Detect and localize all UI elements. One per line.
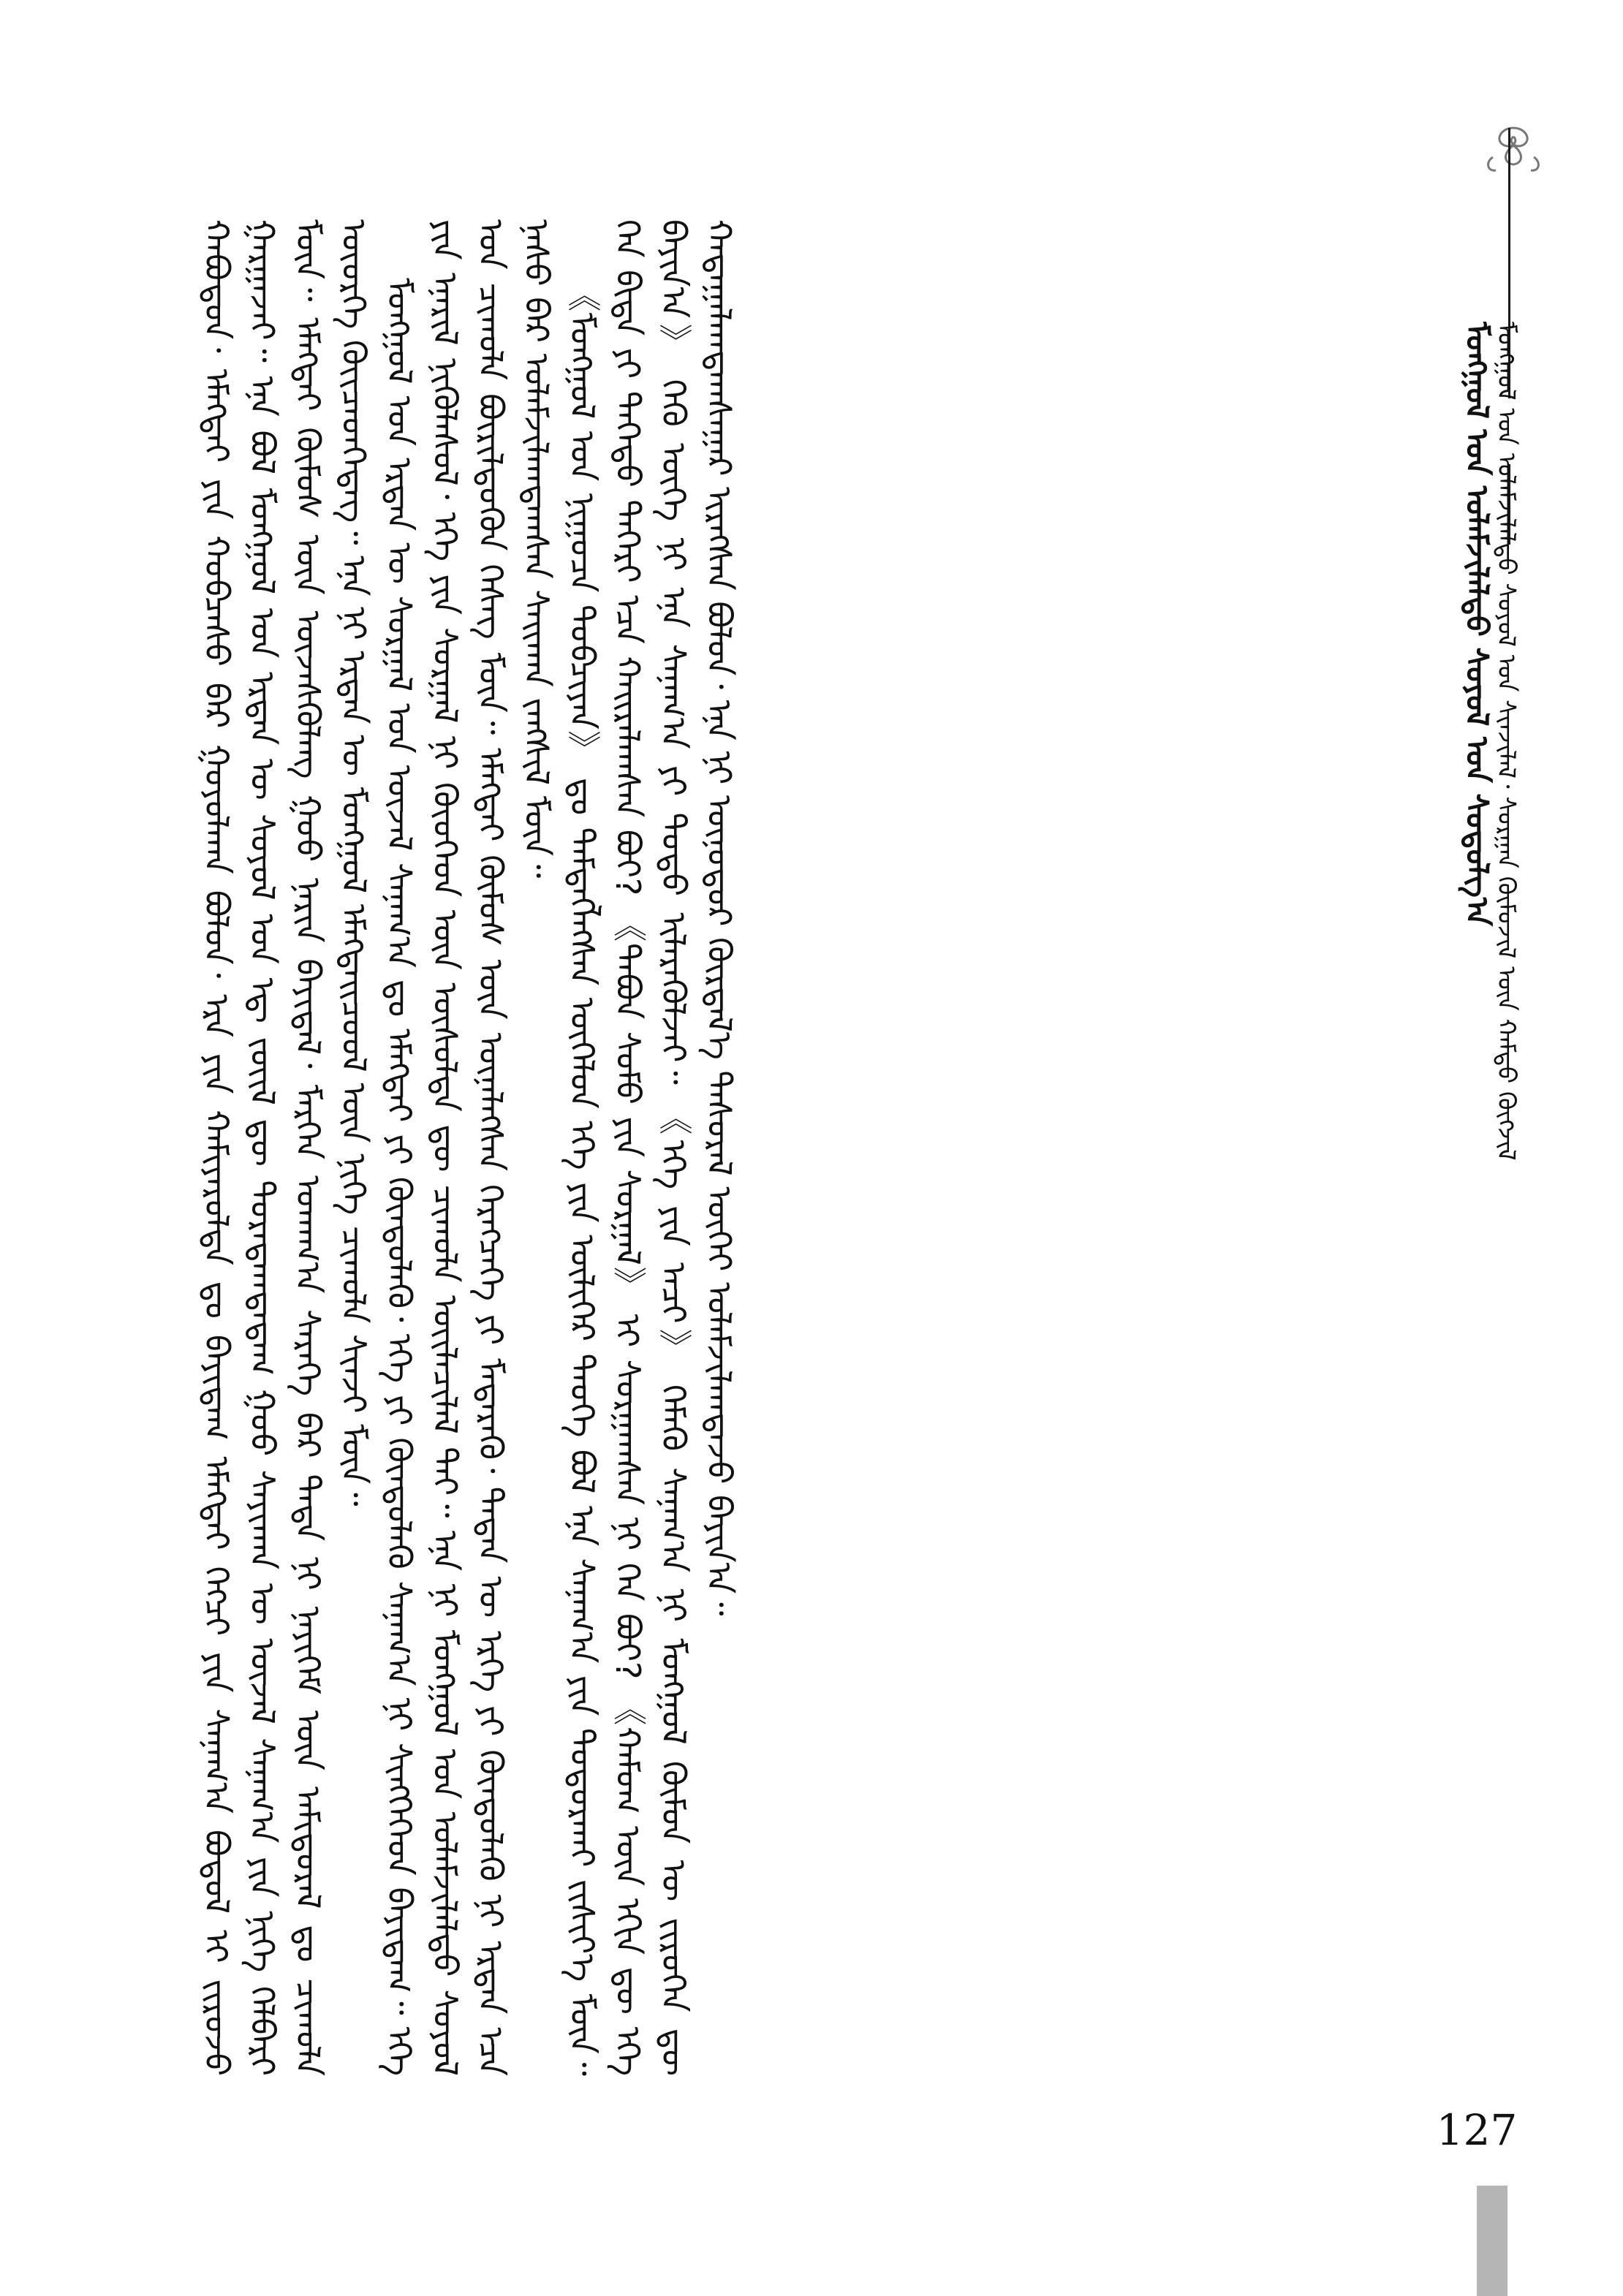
running-head-title: ᠮᠣᠩᠭᠣᠯ ᠤᠨ ᠤᠯᠠᠮᠵᠢᠯᠠᠯᠲᠤ ᠰᠣᠶᠣᠯ ᠤᠨ ᠰᠤᠳᠤᠯᠭ᠎ᠠ [1459, 322, 1495, 926]
page-edge-bar [1477, 2186, 1507, 2296]
body-text [194, 219, 1429, 2076]
paragraph: ᠮᠣᠩᠭᠣᠯ ᠤᠨ ᠡᠷᠲᠡᠨ ᠦ ᠰᠤᠷᠭᠠᠯ ᠤᠨ ᠦᠵᠡᠯ ᠰᠠᠨᠠᠭ᠎ᠠ ᠳᠤ ᠡᠮᠡᠭᠲᠡᠢ ᠶᠢ ᠬᠦᠨᠳᠦᠯᠡᠬᠦ᠂ ᠡᠬᠡ ᠶᠢ ᠬᠦᠨᠳᠦᠯᠡᠬᠦ ᠰᠠᠨᠠᠭ᠎ᠠ ᠨᠢ ᠰᠢᠩᠭᠡᠭᠡᠳ ᠪᠠᠶᠢᠳᠠᠭ᠃ ᠡᠬᠡ ᠶᠢᠨ ᠡᠨᠡᠷᠢᠯ ᠨᠢᠭᠦᠯᠡᠰᠦᠯ᠂ ᠡᠬᠡ ᠶᠢᠨ ᠰᠤᠷᠭᠠᠯ ᠨᠢ ᠬᠦᠦᠬᠡᠳ ᠦᠨ ᠥᠰᠦᠯᠲᠡ ᠳᠦ ᠴᠢᠬᠤᠯᠠ ᠦᠢᠯᠡᠴᠢᠯᠡᠯ ᠲᠡᠢ᠃ ᠡᠨᠡ ᠨᠢ ᠮᠣᠩᠭᠣᠯ ᠤᠨ ᠤᠯᠠᠮᠵᠢᠯᠠᠯᠲᠤ ᠰᠣᠶᠣᠯ ᠤᠨ ᠴᠢᠬᠤᠯᠠ ᠪᠦᠷᠢᠯᠳᠦᠬᠦᠨ ᠬᠡᠰᠡᠭ ᠮᠥᠨ᠃ ᠡᠮᠡᠭᠲᠡᠢ ᠬᠦᠮᠦᠰ ᠦᠨ ᠦᠨᠡᠯᠡᠭᠰᠡᠨ ᠬᠡᠷᠡᠭᠴᠡᠭᠡ ᠶᠢ ᠮᠡᠳᠡᠷᠡᠬᠦ᠂ ᠲᠡᠳᠡᠨ ᠦ ᠡᠷᠬᠡ ᠶᠢ ᠬᠦᠨᠳᠦᠯᠡᠬᠦ ᠨᠢ ᠡᠷᠲᠡᠨ ᠡᠴᠡ ᠨᠠᠰᠤ ᠪᠠᠷ ᠤᠯᠠᠮᠵᠢᠯᠠᠭᠳᠠᠭᠰᠠᠨ ᠰᠠᠢᠬᠠᠨ ᠵᠠᠩᠱᠢᠯ ᠮᠥᠨ᠃ [379, 219, 556, 2076]
running-head-subtitle: ᠮᠣᠩᠭᠣᠯ ᠤᠨ ᠤᠯᠠᠮᠵᠢᠯᠠᠯᠲᠤ ᠰᠣᠶᠣᠯ ᠤᠨ ᠰᠢᠨᠵᠢᠯᠡᠯ᠂ ᠰᠤᠷᠭᠠᠨ ᠬᠦᠮᠦᠵᠢᠯ ᠦᠨ ᠬᠠᠮᠲᠤ ᠬᠥᠭᠵᠢᠯ [1491, 322, 1521, 1161]
header-ornament-icon [1478, 121, 1548, 216]
paragraph: 《ᠮᠣᠩᠭᠣᠯ ᠤᠨ ᠨᠢᠭᠤᠴᠠ ᠲᠣᠪᠴᠢᠶᠠᠨ》 ᠳᠤ ᠲᠡᠮᠳᠡᠭᠯᠡᠭᠰᠡᠨ ᠥᠭᠡᠯᠦᠨ ᠡᠬᠡ ᠶᠢᠨ ᠦᠯᠢᠭᠡᠷ ᠲᠡᠦᠬᠡ ᠪᠣᠯ ᠡᠨᠡ ᠰᠠᠨᠠᠭ᠎ᠠ ᠶᠢᠨ ᠲᠣᠳᠣᠷᠬᠠᠢ ᠵᠢᠱᠢᠶ᠎ᠡ ᠮᠥᠨ᠃ ᠬᠡᠨ ᠪᠢᠳᠡ ᠶᠢ ᠳᠡᠭᠡᠳᠦ ᠲᠡᠭᠡᠷᠢ ᠡᠴᠡ ᠬᠠᠢᠷᠠᠯᠠᠭᠰᠠᠨ ᠪᠤᠢ? 《ᠲᠠᠪᠤᠨ ᠰᠤᠮᠤ ᠶᠢᠨ ᠰᠤᠷᠭᠠᠯ》 ᠢ ᠰᠤᠷᠭᠠᠭᠰᠠᠨ ᠨᠢ ᠬᠡᠨ ᠪᠤᠢ? 《ᠬᠠᠮᠤᠭ ᠦᠨ ᠡᠬᠢᠨ ᠳᠦ ᠡᠬᠡ ᠪᠠᠶᠢᠨ᠎ᠠ》 ᠭᠡᠬᠦ ᠦᠭᠡ ᠨᠢ ᠡᠨᠡ ᠰᠠᠨᠠᠭ᠎ᠠ ᠶᠢ ᠲᠣᠳᠣ ᠢᠯᠡᠷᠡᠭᠦᠯᠵᠡᠢ᠃ 《ᠡᠬᠡ ᠶᠢᠨ ᠠᠴᠢ》 ᠬᠡᠮᠡᠬᠦ ᠰᠠᠨᠠᠭ᠎ᠠ ᠨᠢ ᠮᠣᠩᠭᠣᠯ ᠬᠦᠮᠦᠨ ᠦ ᠵᠢᠷᠦᠬᠡᠨ ᠳᠦ ᠬᠠᠳᠠᠭᠠᠯᠠᠭᠳᠠᠭᠰᠠᠭᠠᠷ ᠢᠷᠡᠭᠰᠡᠨ ᠪᠣᠯᠤᠨ᠂ ᠡᠨᠡ ᠨᠢ ᠥᠨᠥᠳᠥᠷ ᠬᠦᠷᠲᠡᠯ᠎ᠡ ᠲᠠᠰᠤᠷᠠᠯ ᠦᠭᠡᠢ ᠤᠯᠠᠮᠵᠢᠯᠠᠭᠳᠠᠵᠤ ᠪᠠᠶᠢᠨ᠎ᠠ᠃ [562, 219, 739, 2076]
paragraph: ᠬᠠᠪᠣᠳᠤᠨ᠂ ᠡᠮᠡᠭᠲᠡᠢ ᠶᠢᠨ ᠬᠣᠪᠴᠠᠰᠤ ᠪᠠᠷ ᠭᠣᠶᠣᠯᠬᠠᠨ ᠪᠣᠯᠤᠨ᠂ ᠡᠷᠡ ᠶᠢᠨ ᠬᠠᠮᠢᠶᠠᠷᠤᠯᠲᠠ ᠳᠤ ᠪᠠᠶᠢᠳᠠᠭ ᠡᠮᠡᠭᠲᠡᠢ ᠭᠡᠭᠴᠢ ᠶᠢᠨ ᠰᠠᠨᠠᠭ᠎ᠠ ᠪᠣᠳᠤᠯ ᠢ ᠵᠢᠷᠤᠵᠤ ᠭᠠᠷᠭᠠᠵᠠᠢ᠃ ᠡᠨᠡ ᠪᠣᠯ ᠮᠣᠩᠭᠣᠯ ᠤᠨ ᠡᠷᠲᠡᠨ ᠦ ᠰᠣᠶᠣᠯ ᠤᠨ ᠡᠳ᠋ ᠵᠦᠢᠯ ᠳᠦ ᠳᠤᠷᠠᠳᠠᠭᠳᠠᠳᠠᠭ ᠭᠣᠣ ᠰᠠᠶᠢᠬᠠᠨ ᠦ ᠦᠵᠡᠯ ᠰᠠᠨᠠᠭ᠎ᠠ ᠶᠢᠨ ᠨᠢᠭᠡ ᠬᠡᠯᠪᠡᠷᠢ ᠮᠥᠨ᠃ ᠡᠮᠡᠭᠲᠡᠢ ᠬᠦᠮᠦᠰ ᠦᠨ ᠦᠵᠡᠰᠬᠦᠯᠡᠩ ᠭᠣᠣ ᠨᠠᠷᠢᠨ ᠪᠠᠶᠢᠳᠠᠯ᠂ ᠮᠡᠷᠭᠡᠨ ᠤᠬᠠᠭ᠎ᠠ ᠰᠡᠷᠡᠭᠡ ᠪᠠᠷ ᠲᠡᠳᠡ ᠨᠢ ᠨᠡᠶᠢᠭᠡᠮ ᠦᠨ ᠠᠮᠢᠳᠤᠷᠠᠯ ᠳᠤ ᠴᠢᠬᠤᠯᠠ ᠦᠦᠷᠭᠡ ᠭᠦᠢᠴᠡᠳᠭᠡᠳᠡᠭ᠃ ᠡᠨᠡ ᠨᠢ ᠡᠷᠲᠡᠨ ᠦ ᠮᠣᠩᠭᠣᠯ ᠡᠮᠡᠭᠲᠡᠢᠴᠦᠦᠯ ᠦᠨ ᠨᠢᠭᠡ ᠴᠢᠬᠤᠯᠠ ᠰᠢᠨᠵᠢ ᠮᠥᠨ᠃ [197, 219, 374, 2076]
page-number: 127 [1436, 2105, 1518, 2155]
